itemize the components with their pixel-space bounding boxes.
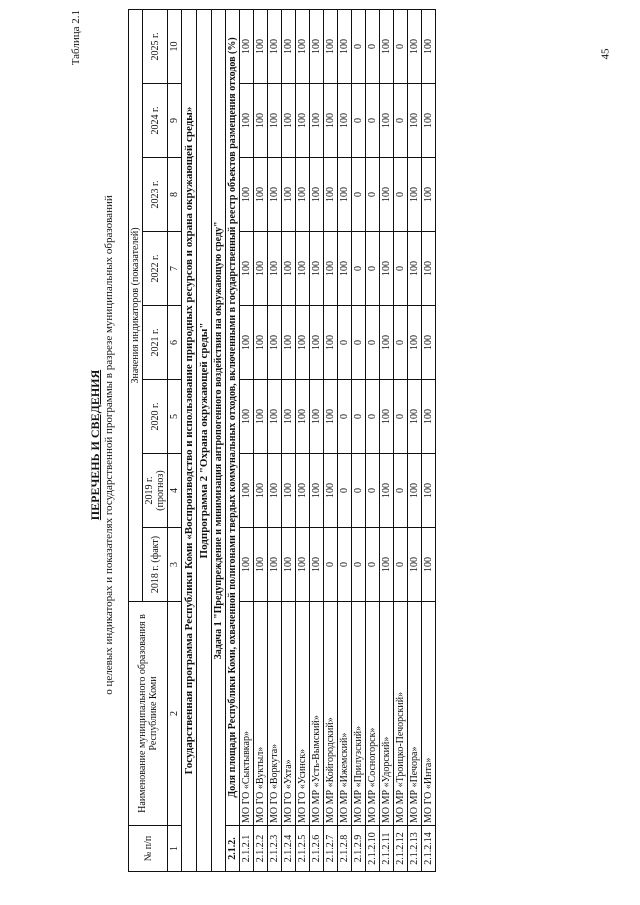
col-number: 4 xyxy=(168,454,182,528)
indicator-value: 100 xyxy=(310,84,324,158)
indicator-value: 0 xyxy=(352,306,366,380)
indicator-value: 100 xyxy=(422,306,436,380)
header-year: 2024 г. xyxy=(143,84,168,158)
indicator-value: 100 xyxy=(296,306,310,380)
indicator-value: 0 xyxy=(366,380,380,454)
indicator-value: 100 xyxy=(324,306,338,380)
table-row xyxy=(422,9,436,871)
table-row xyxy=(408,9,422,871)
indicator-value: 0 xyxy=(352,158,366,232)
indicator-value: 100 xyxy=(310,232,324,306)
municipality-name: МО ГО «Вуктыл» xyxy=(254,602,268,826)
municipality-name: МО ГО «Усинск» xyxy=(296,602,310,826)
indicator-value: 100 xyxy=(338,232,352,306)
table-row xyxy=(366,9,380,871)
indicator-value: 0 xyxy=(338,306,352,380)
indicator-value: 100 xyxy=(282,232,296,306)
indicator-value: 100 xyxy=(268,380,282,454)
col-number: 7 xyxy=(168,232,182,306)
row-num: 2.1.2.13 xyxy=(408,826,422,872)
table-row xyxy=(394,9,408,871)
indicator-value: 100 xyxy=(380,232,394,306)
indicator-value: 100 xyxy=(296,528,310,602)
indicator-value: 0 xyxy=(394,84,408,158)
indicator-value: 0 xyxy=(394,528,408,602)
indicator-value: 100 xyxy=(268,84,282,158)
indicator-value: 100 xyxy=(408,232,422,306)
row-num: 2.1.2.8 xyxy=(338,826,352,872)
row-num: 2.1.2.9 xyxy=(352,826,366,872)
indicator-value: 0 xyxy=(338,380,352,454)
col-number: 5 xyxy=(168,380,182,454)
indicator-value: 0 xyxy=(352,9,366,83)
indicator-value: 100 xyxy=(282,528,296,602)
indicator-value: 100 xyxy=(380,528,394,602)
indicator-value: 100 xyxy=(296,9,310,83)
municipality-name: МО МР «Удорский» xyxy=(380,602,394,826)
subprogram-title: Подпрограмма 2 "Охрана окружающей среды" xyxy=(197,9,212,871)
indicator-value: 100 xyxy=(310,306,324,380)
col-number: 6 xyxy=(168,306,182,380)
indicator-value: 0 xyxy=(352,454,366,528)
indicator-value: 100 xyxy=(310,454,324,528)
col-number: 8 xyxy=(168,158,182,232)
row-num: 2.1.2.3 xyxy=(268,826,282,872)
indicator-value: 100 xyxy=(254,84,268,158)
indicator-value: 100 xyxy=(254,9,268,83)
task-title: Задача 1 "Предупреждение и минимизация антропогенного воздействия на окружающую среду" xyxy=(212,9,226,871)
header-year: 2021 г. xyxy=(143,306,168,380)
indicator-value: 100 xyxy=(380,454,394,528)
indicator-value: 100 xyxy=(408,306,422,380)
indicator-value: 0 xyxy=(366,232,380,306)
indicator-value: 100 xyxy=(324,380,338,454)
indicator-value: 100 xyxy=(408,9,422,83)
table-row xyxy=(254,9,268,871)
indicator-value: 100 xyxy=(338,158,352,232)
indicator-value: 0 xyxy=(366,306,380,380)
indicator-value: 100 xyxy=(296,232,310,306)
indicator-value: 0 xyxy=(394,380,408,454)
indicator-value: 0 xyxy=(394,158,408,232)
municipality-name: МО МР «Троицко-Печорский» xyxy=(394,602,408,826)
indicator-value: 100 xyxy=(422,232,436,306)
municipality-name: МО ГО «Сыктывкар» xyxy=(240,602,254,826)
indicator-value: 100 xyxy=(408,380,422,454)
indicator-value: 100 xyxy=(310,380,324,454)
row-num: 2.1.2.5 xyxy=(296,826,310,872)
municipality-name: МО МР «Печора» xyxy=(408,602,422,826)
indicator-value: 100 xyxy=(324,9,338,83)
indicator-value: 0 xyxy=(352,528,366,602)
col-number: 9 xyxy=(168,84,182,158)
indicator-value: 0 xyxy=(338,528,352,602)
municipality-name: МО МР «Прилузский» xyxy=(352,602,366,826)
indicator-value: 100 xyxy=(296,84,310,158)
table-row xyxy=(324,9,338,871)
indicator-value: 100 xyxy=(324,84,338,158)
table-row xyxy=(268,9,282,871)
indicator-value: 100 xyxy=(268,158,282,232)
indicator-value: 0 xyxy=(394,306,408,380)
indicator-value: 100 xyxy=(240,9,254,83)
page-number: 45 xyxy=(599,48,612,60)
indicator-value: 100 xyxy=(254,380,268,454)
indicator-value: 0 xyxy=(366,454,380,528)
indicator-value: 100 xyxy=(380,9,394,83)
indicator-value: 100 xyxy=(268,306,282,380)
indicator-value: 100 xyxy=(254,454,268,528)
indicator-value: 100 xyxy=(268,9,282,83)
municipality-name: МО ГО «Воркута» xyxy=(268,602,282,826)
indicator-value: 100 xyxy=(324,232,338,306)
header-year: 2025 г. xyxy=(143,9,168,83)
table-row xyxy=(380,9,394,871)
municipality-name: МО МР «Койгородский» xyxy=(324,602,338,826)
indicator-value: 100 xyxy=(338,9,352,83)
table-row xyxy=(352,9,366,871)
indicator-value: 100 xyxy=(324,158,338,232)
header-year: 2020 г. xyxy=(143,380,168,454)
indicator-value: 100 xyxy=(380,158,394,232)
indicator-value: 100 xyxy=(240,454,254,528)
row-num: 2.1.2.7 xyxy=(324,826,338,872)
header-year: 2023 г. xyxy=(143,158,168,232)
indicator-value: 100 xyxy=(282,454,296,528)
indicator-value: 0 xyxy=(352,84,366,158)
indicator-value: 100 xyxy=(240,158,254,232)
column-numbers-row xyxy=(168,9,182,871)
indicator-value: 100 xyxy=(240,232,254,306)
indicator-value: 100 xyxy=(254,158,268,232)
col-number: 10 xyxy=(168,9,182,83)
indicators-table xyxy=(128,9,436,872)
row-num: 2.1.2.1 xyxy=(240,826,254,872)
col-number: 1 xyxy=(168,826,182,872)
municipality-name: МО МР «Усть-Вымский» xyxy=(310,602,324,826)
indicator-value: 100 xyxy=(296,158,310,232)
indicator-value: 100 xyxy=(310,9,324,83)
indicator-value: 100 xyxy=(408,84,422,158)
indicator-value: 0 xyxy=(352,380,366,454)
indicator-value: 100 xyxy=(268,232,282,306)
indicator-value: 100 xyxy=(310,528,324,602)
indicator-value: 100 xyxy=(240,84,254,158)
document-title: ПЕРЕЧЕНЬ И СВЕДЕНИЯ xyxy=(88,369,102,521)
header-year: 2022 г. xyxy=(143,232,168,306)
indicator-value: 100 xyxy=(282,158,296,232)
indicator-title: Доля площади Республики Коми, охваченной полигонами твердых коммунальных отходов, включенными в государственный реестр объектов размещения отходов (%) xyxy=(226,9,240,825)
municipality-name: МО ГО «Инта» xyxy=(422,602,436,826)
indicator-value: 0 xyxy=(324,528,338,602)
indicator-value: 100 xyxy=(254,306,268,380)
row-num: 2.1.2.4 xyxy=(282,826,296,872)
indicator-value: 100 xyxy=(422,528,436,602)
indicator-value: 100 xyxy=(422,9,436,83)
indicator-value: 100 xyxy=(254,232,268,306)
header-num: № п/п xyxy=(129,826,168,872)
indicator-value: 0 xyxy=(366,84,380,158)
indicator-value: 0 xyxy=(394,232,408,306)
table-row xyxy=(338,9,352,871)
indicator-value: 100 xyxy=(380,380,394,454)
header-year: 2019 г. (прогноз) xyxy=(143,454,168,528)
page-content xyxy=(70,10,590,880)
header-year: 2018 г. (факт) xyxy=(143,528,168,602)
indicator-value: 0 xyxy=(338,454,352,528)
indicator-value: 100 xyxy=(380,84,394,158)
indicator-value: 0 xyxy=(352,232,366,306)
indicator-value: 100 xyxy=(422,380,436,454)
table-row xyxy=(310,9,324,871)
indicator-value: 100 xyxy=(282,380,296,454)
row-num: 2.1.2.11 xyxy=(380,826,394,872)
program-title: Государственная программа Республики Коми «Воспроизводство и использование природных ресурсов и охрана окружающей среды» xyxy=(182,9,197,871)
indicator-value: 100 xyxy=(240,528,254,602)
indicator-value: 100 xyxy=(240,380,254,454)
table-row xyxy=(282,9,296,871)
header-values-group: Значения индикаторов (показателей) xyxy=(129,9,143,601)
row-num: 2.1.2.6 xyxy=(310,826,324,872)
table-row xyxy=(240,9,254,871)
row-num: 2.1.2.14 xyxy=(422,826,436,872)
indicator-value: 0 xyxy=(366,528,380,602)
indicator-value: 100 xyxy=(282,9,296,83)
rotated-page xyxy=(70,10,590,880)
col-number: 3 xyxy=(168,528,182,602)
indicator-value: 100 xyxy=(422,84,436,158)
municipality-name: МО ГО «Ухта» xyxy=(282,602,296,826)
indicator-value: 100 xyxy=(254,528,268,602)
indicator-value: 100 xyxy=(296,380,310,454)
table-label: Таблица 2.1 xyxy=(70,10,82,66)
municipality-name: МО МР «Ижемский» xyxy=(338,602,352,826)
header-name: Наименование муниципального образования в Республике Коми xyxy=(129,602,168,826)
indicator-num: 2.1.2. xyxy=(226,826,240,872)
col-number: 2 xyxy=(168,602,182,826)
indicator-value: 100 xyxy=(268,454,282,528)
indicator-value: 100 xyxy=(282,306,296,380)
document-subtitle: о целевых индикаторах и показателях государственной программы в разрезе муниципальных образований xyxy=(103,195,115,695)
row-num: 2.1.2.10 xyxy=(366,826,380,872)
row-num: 2.1.2.2 xyxy=(254,826,268,872)
indicator-value: 100 xyxy=(268,528,282,602)
indicator-value: 100 xyxy=(338,84,352,158)
indicator-value: 100 xyxy=(240,306,254,380)
indicator-value: 100 xyxy=(324,454,338,528)
indicator-value: 100 xyxy=(422,454,436,528)
indicator-value: 100 xyxy=(422,158,436,232)
indicator-value: 0 xyxy=(366,158,380,232)
indicator-value: 0 xyxy=(394,9,408,83)
indicator-value: 100 xyxy=(296,454,310,528)
indicator-value: 0 xyxy=(366,9,380,83)
indicator-value: 0 xyxy=(394,454,408,528)
indicator-value: 100 xyxy=(408,454,422,528)
row-num: 2.1.2.12 xyxy=(394,826,408,872)
indicator-value: 100 xyxy=(380,306,394,380)
municipality-name: МО МР «Сосногорск» xyxy=(366,602,380,826)
indicator-value: 100 xyxy=(408,158,422,232)
indicator-value: 100 xyxy=(408,528,422,602)
table-row xyxy=(296,9,310,871)
indicator-value: 100 xyxy=(282,84,296,158)
indicator-value: 100 xyxy=(310,158,324,232)
